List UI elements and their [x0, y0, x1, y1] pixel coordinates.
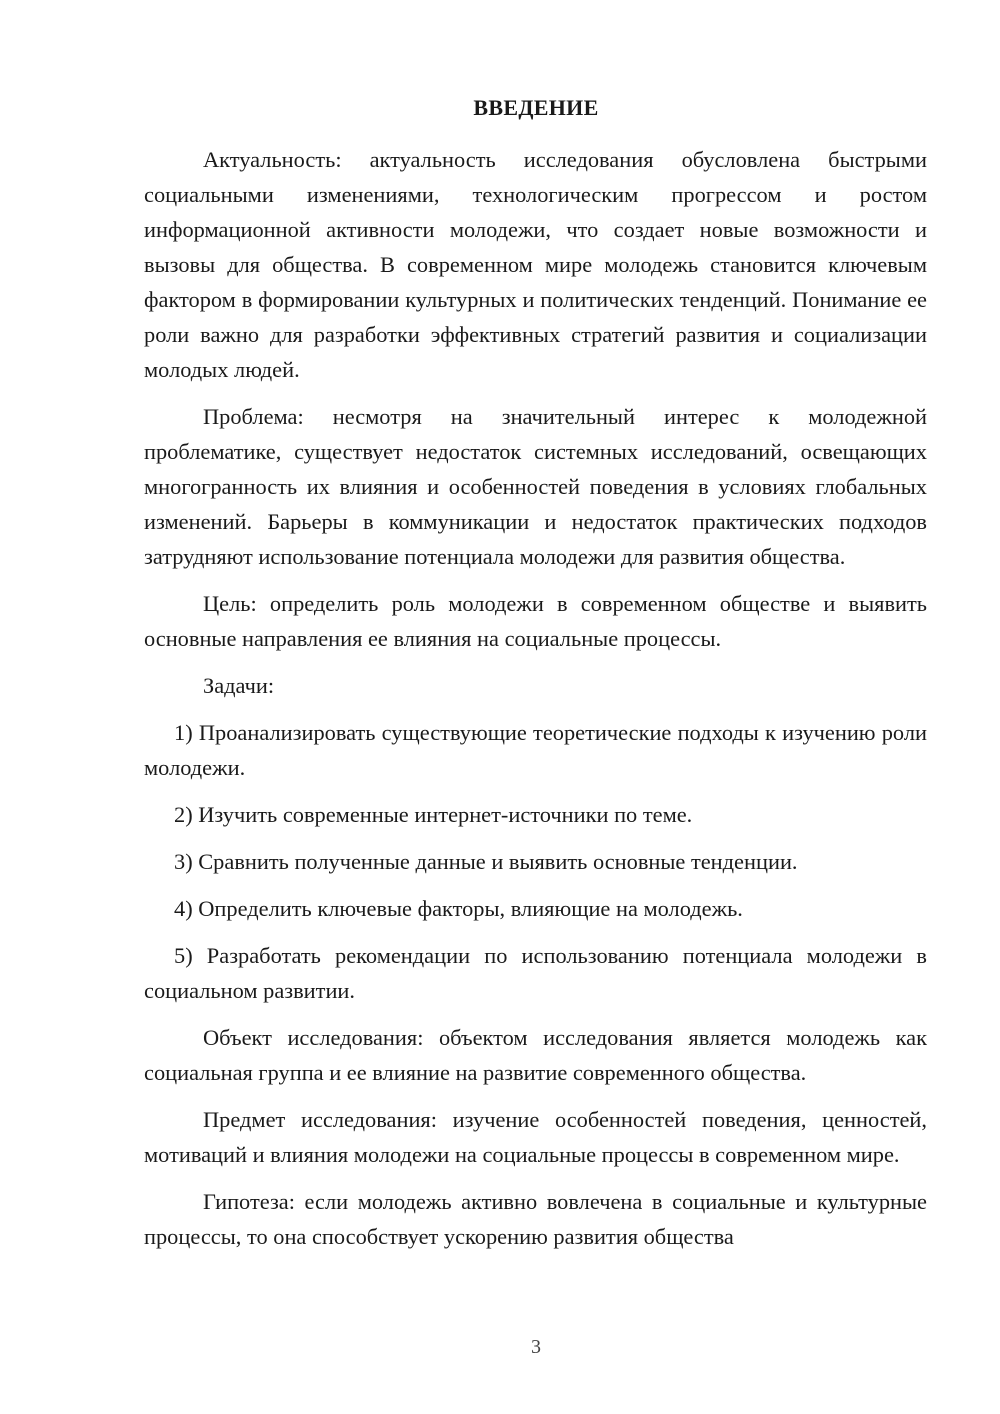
task-item-1: 1) Проанализировать существующие теоретические подходы к изучению роли молодежи. [144, 720, 927, 780]
paragraph-object: Объект исследования: объектом исследования является молодежь как социальная группа и ее влияние на развитие современного общества. [144, 1025, 927, 1085]
paragraph-hypothesis: Гипотеза: если молодежь активно вовлечена в социальные и культурные процессы, то она способствует ускорению развития общества [144, 1189, 927, 1249]
task-item-2: 2) Изучить современные интернет-источники по теме. [174, 802, 693, 827]
document-body [144, 142, 927, 1266]
task-item-3: 3) Сравнить полученные данные и выявить основные тенденции. [174, 849, 798, 874]
paragraph-subject: Предмет исследования: изучение особенностей поведения, ценностей, мотиваций и влияния молодежи на социальные процессы в современном мире. [144, 1107, 927, 1167]
paragraph-goal: Цель: определить роль молодежи в современном обществе и выявить основные направления ее влияния на социальные процессы. [144, 591, 927, 651]
task-item-4: 4) Определить ключевые факторы, влияющие на молодежь. [174, 896, 743, 921]
task-item-5: 5) Разработать рекомендации по использованию потенциала молодежи в социальном развитии. [144, 943, 927, 1003]
tasks-heading: Задачи: [203, 673, 275, 698]
page-title: ВВЕДЕНИЕ [473, 95, 599, 120]
paragraph-problem: Проблема: несмотря на значительный интерес к молодежной проблематике, существует недостаток системных исследований, освещающих многогранность их влияния и особенностей поведения в условиях глобальных изменений. Барьеры в коммуникации и недостаток практических подходов затрудняют использование потенциала молодежи для развития общества. [144, 404, 927, 569]
page-number: 3 [531, 1336, 541, 1358]
paragraph-relevance: Актуальность: актуальность исследования обусловлена быстрыми социальными изменениями, технологическим прогрессом и ростом информационной активности молодежи, что создает новые возможности и вызовы для общества. В современном мире молодежь становится ключевым фактором в формировании культурных и политических тенденций. Понимание ее роли важно для разработки эффективных стратегий развития и социализации молодых людей. [144, 147, 927, 382]
